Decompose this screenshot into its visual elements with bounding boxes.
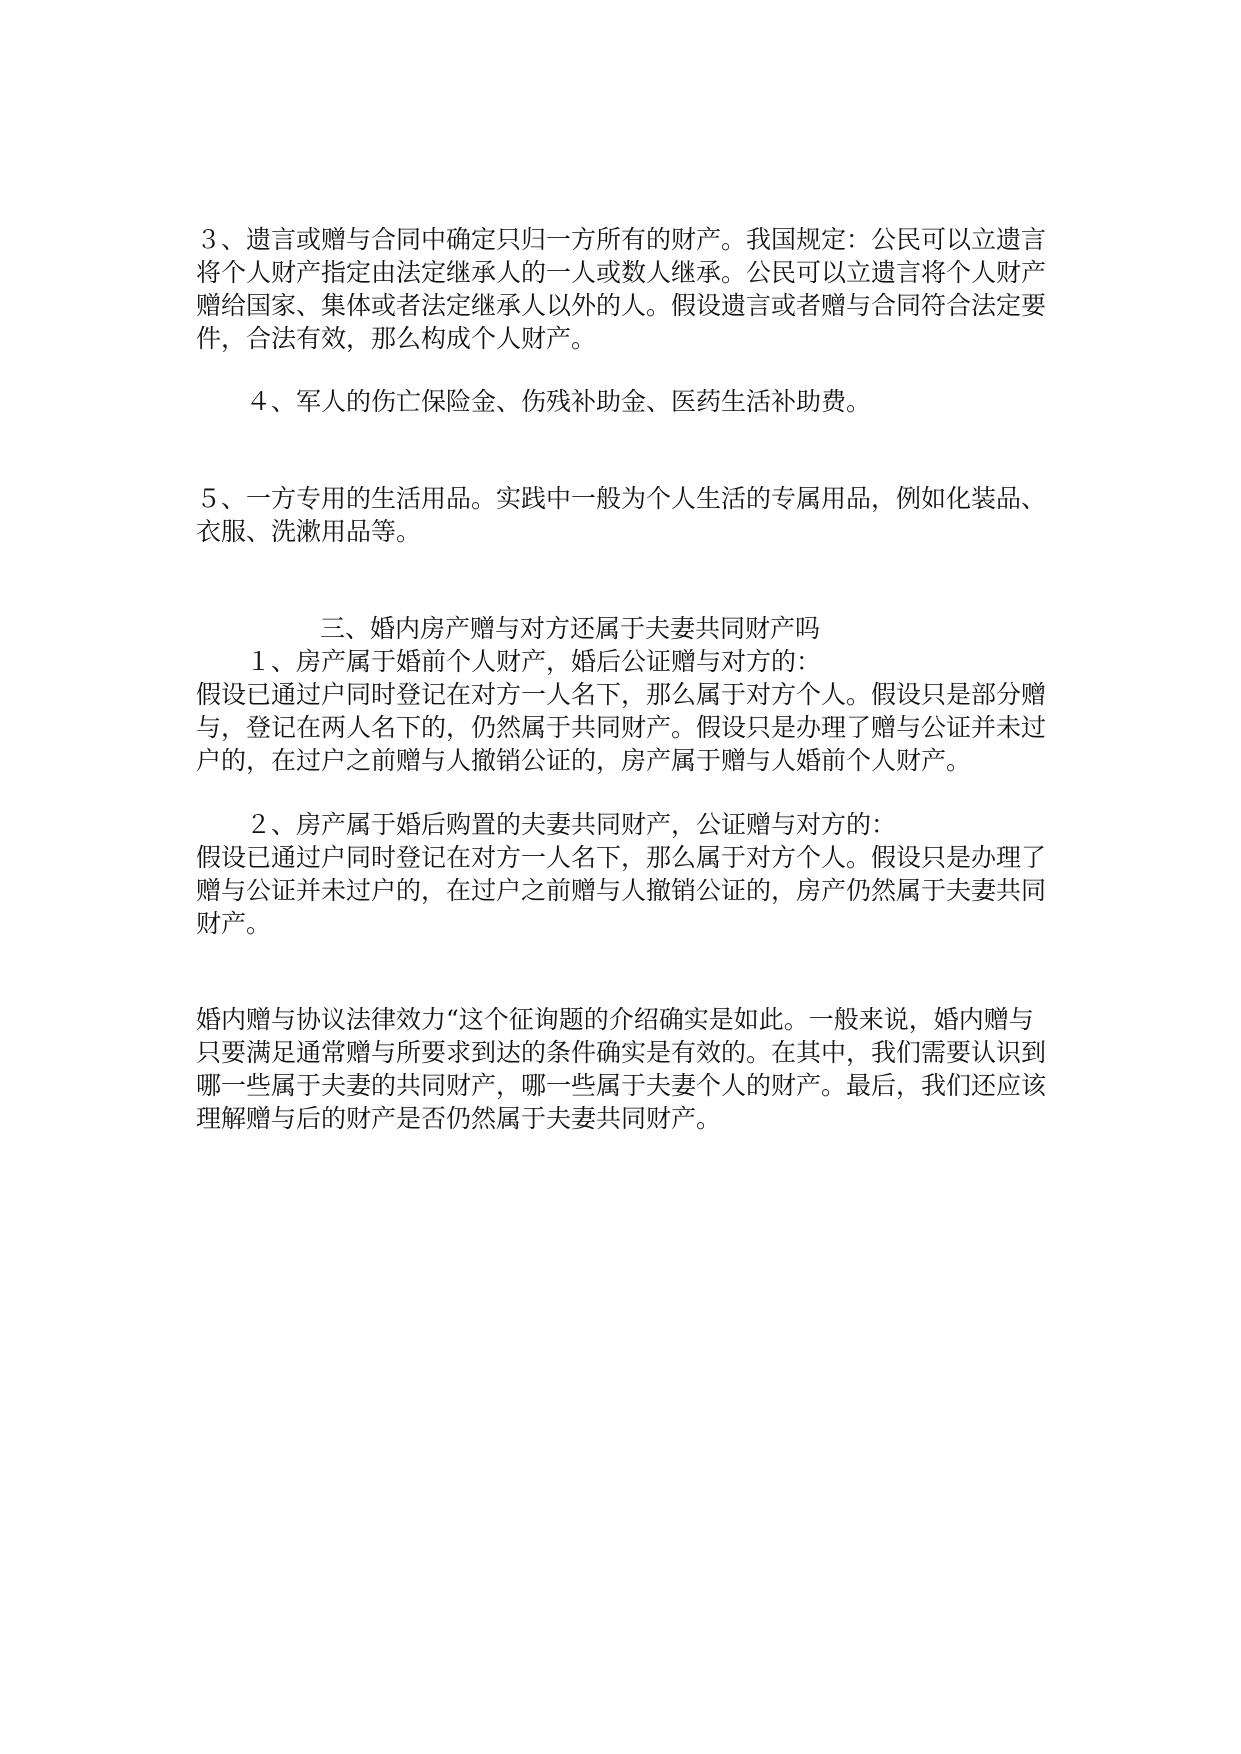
section3-sub2-line-3: 财产。	[196, 909, 272, 938]
section3-sub2-line-2: 赠与公证并未过户的，在过户之前赠与人撤销公证的，房产仍然属于夫妻共同	[196, 876, 1047, 905]
section3-heading: 三、婚内房产赠与对方还属于夫妻共同财产吗	[320, 614, 821, 643]
item5-line-1: ５、一方专用的生活用品。实践中一般为个人生活的专属用品，例如化装品、	[196, 484, 1047, 513]
section3-sub2-title: ２、房产属于婚后购置的夫妻共同财产，公证赠与对方的：	[246, 810, 897, 839]
item3-line-3: 赠给国家、集体或者法定继承人以外的人。假设遗言或者赠与合同符合法定要	[196, 291, 1047, 320]
conclusion-line-2: 只要满足通常赠与所要求到达的条件确实是有效的。在其中，我们需要认识到	[196, 1038, 1047, 1067]
conclusion-line-3: 哪一些属于夫妻的共同财产，哪一些属于夫妻个人的财产。最后，我们还应该	[196, 1071, 1047, 1100]
item5-line-2: 衣服、洗漱用品等。	[196, 517, 422, 546]
item3-line-1: ３、遗言或赠与合同中确定只归一方所有的财产。我国规定：公民可以立遗言	[196, 225, 1047, 254]
section3-sub1-line-2: 与，登记在两人名下的，仍然属于共同财产。假设只是办理了赠与公证并未过	[196, 713, 1047, 742]
section3-sub2-line-1: 假设已通过户同时登记在对方一人名下，那么属于对方个人。假设只是办理了	[196, 843, 1047, 872]
section3-sub1-title: １、房产属于婚前个人财产，婚后公证赠与对方的：	[246, 647, 822, 676]
conclusion-line-1: 婚内赠与协议法律效力“这个征询题的介绍确实是如此。一般来说，婚内赠与	[196, 1005, 1034, 1034]
conclusion-line-4: 理解赠与后的财产是否仍然属于夫妻共同财产。	[196, 1104, 722, 1133]
item3-line-4: 件，合法有效，那么构成个人财产。	[196, 324, 597, 353]
section3-sub1-line-3: 户的，在过户之前赠与人撤销公证的，房产属于赠与人婚前个人财产。	[196, 746, 972, 775]
item3-line-2: 将个人财产指定由法定继承人的一人或数人继承。公民可以立遗言将个人财产	[196, 258, 1047, 287]
section3-sub1-line-1: 假设已通过户同时登记在对方一人名下，那么属于对方个人。假设只是部分赠	[196, 680, 1047, 709]
item4-text: ４、军人的伤亡保险金、伤残补助金、医药生活补助费。	[246, 387, 872, 416]
